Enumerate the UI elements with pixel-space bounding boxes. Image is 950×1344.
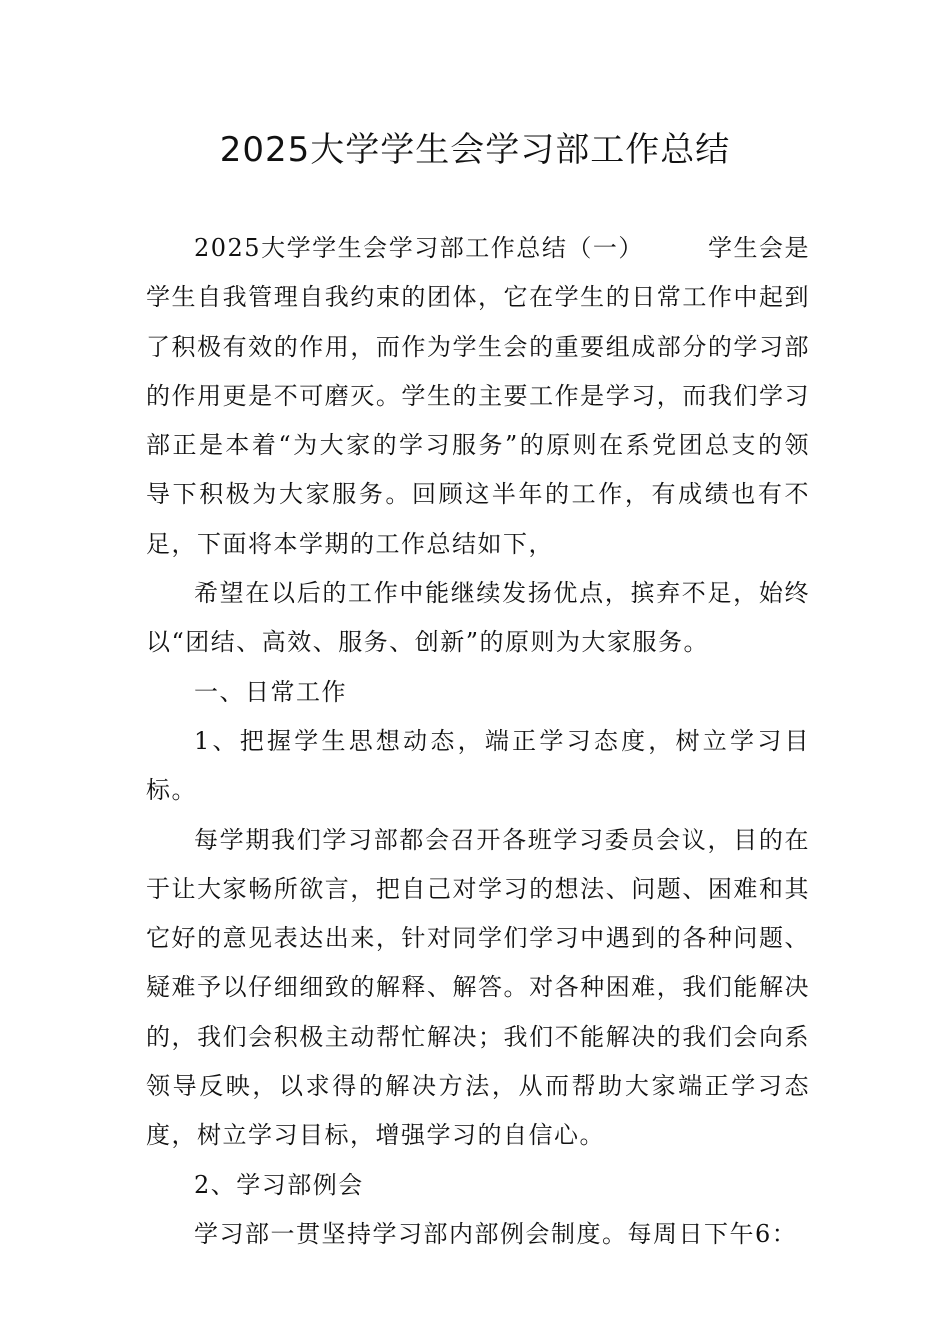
intro-paragraph <box>146 224 810 569</box>
paragraph-weekly-meeting: 学习部一贯坚持学习部内部例会制度。每周日下午6： <box>194 1219 798 1248</box>
intro-text: 学生会是学生自我管理自我约束的团体，它在学生的日常工作中起到了积极有效的作用，而作为学生会的重要组成部分的学习部的作用更是不可磨灭。学生的主要工作是学习，而我们学习部正是本着“为大家的学习服务”的原则在系党团总支的领导下积极为大家服务。回顾这半年的工作，有成绩也有不足，下面将本学期的工作总结如下， <box>146 234 811 558</box>
subsection-heading-1: 1、把握学生思想动态，端正学习态度，树立学习目标。 <box>146 726 810 805</box>
section-heading-daily-work: 一、日常工作 <box>194 677 347 706</box>
intro-subtitle: 2025大学学生会学习部工作总结（一） <box>194 234 644 262</box>
paragraph-outlook: 希望在以后的工作中能继续发扬优点，摈弃不足，始终以“团结、高效、服务、创新”的原则为大家服务。 <box>146 579 810 657</box>
subsection-heading-2: 2、学习部例会 <box>194 1170 364 1199</box>
document-body <box>146 224 810 1259</box>
paragraph-meetings: 每学期我们学习部都会召开各班学习委员会议，目的在于让大家畅所欲言，把自己对学习的想法、问题、困难和其它好的意见表达出来，针对同学们学习中遇到的各种问题、疑难予以仔细细致的解释、解答。对各种困难，我们能解决的，我们会积极主动帮忙解决；我们不能解决的我们会向系领导反映，以求得的解决方法，从而帮助大家端正学习态度，树立学习目标，增强学习的自信心。 <box>146 825 810 1150</box>
document-title: 2025大学学生会学习部工作总结 <box>219 130 731 170</box>
